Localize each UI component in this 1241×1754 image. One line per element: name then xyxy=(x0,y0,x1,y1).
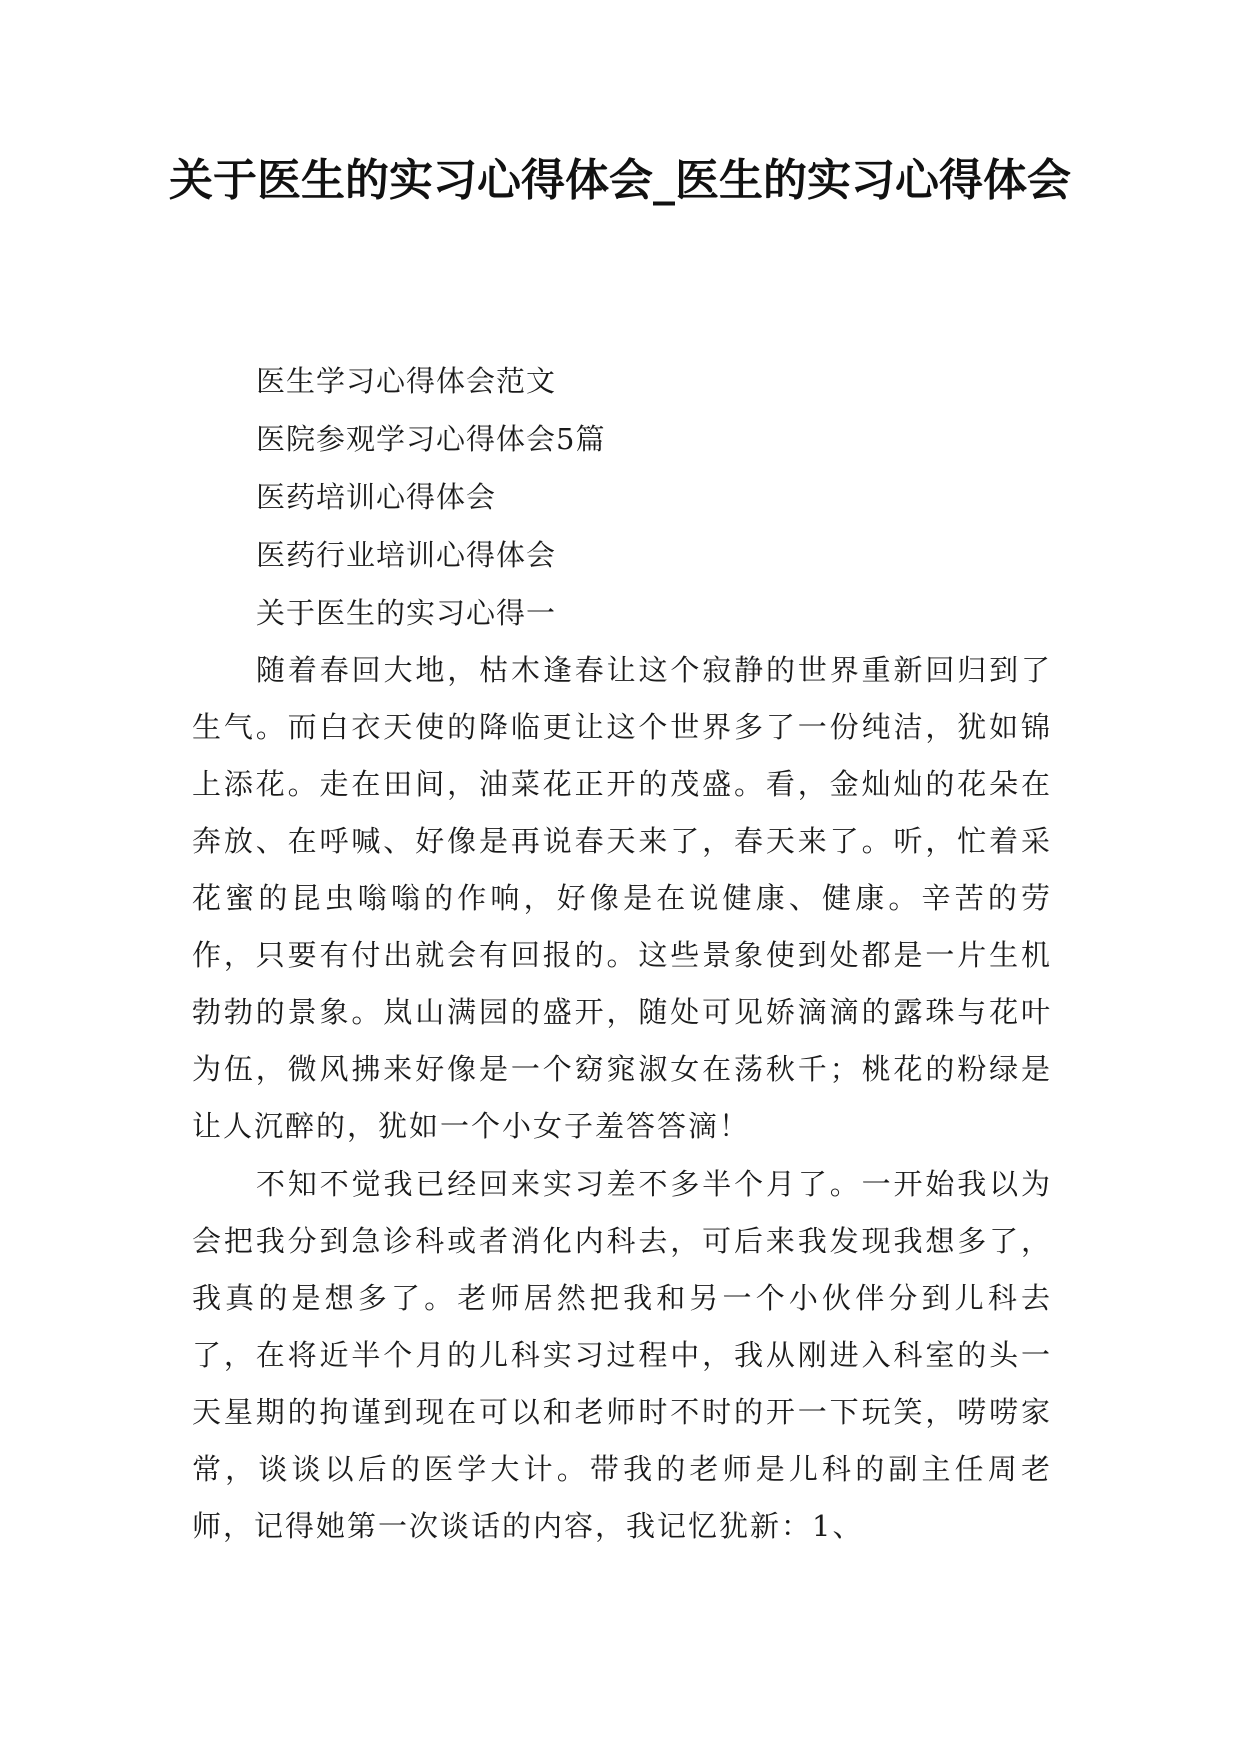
related-article-item: 医院参观学习心得体会5篇 xyxy=(256,422,606,456)
related-article-item: 医药行业培训心得体会 xyxy=(256,538,557,572)
related-article-item: 医药培训心得体会 xyxy=(256,480,497,514)
paragraph: 随着春回大地，枯木逢春让这个寂静的世界重新回归到了生气。而白衣天使的降临更让这个世界多了一份纯洁，犹如锦上添花。走在田间，油菜花正开的茂盛。看，金灿灿的花朵在奔放、在呼喊、好像是再说春天来了，春天来了。听，忙着采花蜜的昆虫嗡嗡的作响，好像是在说健康、健康。辛苦的劳作，只要有付出就会有回报的。这些景象使到处都是一片生机勃勃的景象。岚山满园的盛开，随处可见娇滴滴的露珠与花叶为伍，微风拂来好像是一个窈窕淑女在荡秋千；桃花的粉绿是让人沉醉的，犹如一个小女子羞答答滴！ xyxy=(192,653,1052,1143)
paragraph: 不知不觉我已经回来实习差不多半个月了。一开始我以为会把我分到急诊科或者消化内科去，可后来我发现我想多了，我真的是想多了。老师居然把我和另一个小伙伴分到儿科去了，在将近半个月的儿科实习过程中，我从刚进入科室的头一天星期的拘谨到现在可以和老师时不时的开一下玩笑，唠唠家常，谈谈以后的医学大计。带我的老师是儿科的副主任周老师，记得她第一次谈话的内容，我记忆犹新：1、 xyxy=(192,1167,1052,1543)
document-body xyxy=(192,642,1052,1556)
related-article-item: 医生学习心得体会范文 xyxy=(256,364,557,398)
document-title: 关于医生的实习心得体会_医生的实习心得体会 xyxy=(169,155,1071,206)
related-articles-list xyxy=(256,352,1056,642)
section-heading: 关于医生的实习心得一 xyxy=(256,596,557,630)
